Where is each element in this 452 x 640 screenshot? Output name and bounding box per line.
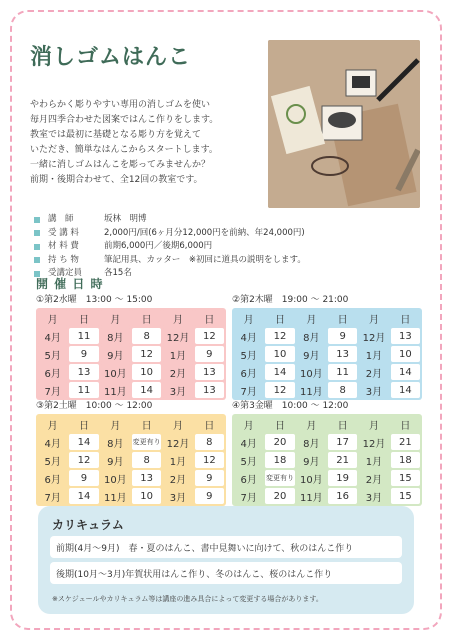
info-row-fee xyxy=(34,227,306,241)
schedule-month-cell: 3月 xyxy=(163,382,192,398)
schedule-month-cell: 8月 xyxy=(297,328,326,344)
schedule-month-cell: 8月 xyxy=(101,434,130,450)
schedule-day-cell: 15 xyxy=(391,470,420,486)
schedule-day-cell: 12 xyxy=(265,328,294,344)
schedule-day-cell: 12 xyxy=(265,382,294,398)
schedule-month-cell: 9月 xyxy=(297,346,326,362)
info-value: 前期6,000円／後期6,000円 xyxy=(104,241,213,251)
schedule-month-cell: 2月 xyxy=(359,364,388,380)
schedule-month-cell: 2月 xyxy=(359,470,388,486)
schedule-heading: 開 催 日 時 xyxy=(36,277,104,291)
schedule-day-cell: 16 xyxy=(328,488,357,504)
schedule-month-cell: 1月 xyxy=(359,452,388,468)
intro-line: 教室では最初に基礎となる彫り方を覚えて xyxy=(30,130,202,140)
schedule-month-cell: 4月 xyxy=(234,434,263,450)
info-label: 材 料 費 xyxy=(48,241,79,251)
schedule-month-cell: 3月 xyxy=(163,488,192,504)
schedule-day-cell: 9 xyxy=(69,346,98,362)
schedule-month-cell: 6月 xyxy=(234,470,263,486)
schedule-month-cell: 4月 xyxy=(38,328,67,344)
schedule-day-cell: 11 xyxy=(69,328,98,344)
bullet-square-icon xyxy=(34,257,40,263)
schedule-day-cell: 13 xyxy=(328,346,357,362)
schedule-month-cell: 10月 xyxy=(101,470,130,486)
intro-text xyxy=(30,98,266,188)
schedule-month-cell: 2月 xyxy=(163,470,192,486)
schedule-month-cell: 10月 xyxy=(101,364,130,380)
schedule-day-cell: 変更有り xyxy=(132,434,161,450)
schedule-day-cell: 11 xyxy=(328,364,357,380)
schedule-header-cell: 月 xyxy=(359,310,388,326)
schedule-day-cell: 13 xyxy=(195,382,224,398)
schedule-month-cell: 11月 xyxy=(297,488,326,504)
schedule-day-cell: 14 xyxy=(132,382,161,398)
schedule-day-cell: 12 xyxy=(132,346,161,362)
info-row-items xyxy=(34,254,306,268)
schedule-month-cell: 3月 xyxy=(359,382,388,398)
schedule-header-cell: 月 xyxy=(163,310,192,326)
intro-line: 前期・後期合わせて、全12回の教室です。 xyxy=(30,175,203,185)
intro-line: 一緒に消しゴムはんこを彫ってみませんか？ xyxy=(30,160,211,170)
schedule-day-cell: 21 xyxy=(328,452,357,468)
schedule-title: ④第3金曜 10:00 ～ 12:00 xyxy=(232,401,349,411)
schedule-header-cell: 月 xyxy=(163,416,192,432)
schedule-header-cell: 日 xyxy=(132,416,161,432)
info-label: 持 ち 物 xyxy=(48,254,79,265)
schedule-header-cell: 月 xyxy=(359,416,388,432)
schedule-month-cell: 5月 xyxy=(38,346,67,362)
schedule-month-cell: 8月 xyxy=(101,328,130,344)
schedule-header-cell: 日 xyxy=(391,416,420,432)
schedule-saturday xyxy=(36,398,226,506)
curriculum-early: 前期(4月～9月) 春・夏のはんこ、書中見舞いに向けて、秋のはんこ作り xyxy=(50,536,402,558)
schedule-header-cell: 月 xyxy=(101,310,130,326)
schedule-friday xyxy=(232,398,422,506)
schedule-month-cell: 1月 xyxy=(163,346,192,362)
schedule-header-cell: 日 xyxy=(328,416,357,432)
schedule-header-cell: 日 xyxy=(195,416,224,432)
schedule-day-cell: 10 xyxy=(265,346,294,362)
schedule-month-cell: 1月 xyxy=(163,452,192,468)
schedule-month-cell: 1月 xyxy=(359,346,388,362)
schedule-month-cell: 9月 xyxy=(297,452,326,468)
schedule-month-cell: 6月 xyxy=(38,470,67,486)
schedule-day-cell: 12 xyxy=(195,328,224,344)
schedule-header-cell: 日 xyxy=(391,310,420,326)
schedule-day-cell: 14 xyxy=(391,382,420,398)
bullet-square-icon xyxy=(34,244,40,250)
info-value: 2,000円/回(6ヶ月分12,000円を前納、年24,000円) xyxy=(104,227,305,238)
schedule-grid xyxy=(36,308,226,400)
curriculum-note: ※スケジュールやカリキュラム等は講座の進み具合によって変更する場合があります。 xyxy=(52,595,323,603)
schedule-title: ②第2木曜 19:00 ～ 21:00 xyxy=(232,295,349,305)
info-label: 受 講 料 xyxy=(48,227,79,238)
schedule-title: ①第2水曜 13:00 ～ 15:00 xyxy=(36,295,153,305)
schedule-month-cell: 4月 xyxy=(38,434,67,450)
schedule-header-cell: 月 xyxy=(234,310,263,326)
schedule-day-cell: 13 xyxy=(391,328,420,344)
schedule-day-cell: 19 xyxy=(328,470,357,486)
schedule-month-cell: 11月 xyxy=(101,488,130,504)
schedule-grid xyxy=(232,414,422,506)
info-value: 筆記用具、カッター ※初回に道具の説明をします。 xyxy=(104,254,306,265)
schedule-header-cell: 日 xyxy=(69,416,98,432)
schedule-day-cell: 10 xyxy=(132,488,161,504)
schedule-day-cell: 12 xyxy=(69,452,98,468)
info-value: 坂林 明博 xyxy=(104,214,147,224)
schedule-month-cell: 6月 xyxy=(234,364,263,380)
info-value: 各15名 xyxy=(104,268,132,278)
schedule-month-cell: 12月 xyxy=(163,434,192,450)
curriculum-box xyxy=(38,506,414,614)
schedule-month-cell: 12月 xyxy=(359,434,388,450)
schedule-month-cell: 5月 xyxy=(234,346,263,362)
schedule-day-cell: 18 xyxy=(265,452,294,468)
schedule-month-cell: 6月 xyxy=(38,364,67,380)
schedule-day-cell: 14 xyxy=(391,364,420,380)
schedule-grid xyxy=(36,414,226,506)
schedule-day-cell: 13 xyxy=(69,364,98,380)
page-title: 消しゴムはんこ xyxy=(30,45,192,70)
schedule-header-cell: 月 xyxy=(38,310,67,326)
stamp-photo xyxy=(268,40,420,208)
schedule-month-cell: 11月 xyxy=(297,382,326,398)
schedule-month-cell: 8月 xyxy=(297,434,326,450)
schedule-day-cell: 8 xyxy=(132,452,161,468)
schedule-day-cell: 13 xyxy=(132,470,161,486)
schedule-header-cell: 月 xyxy=(234,416,263,432)
schedule-month-cell: 7月 xyxy=(38,382,67,398)
schedule-month-cell: 11月 xyxy=(101,382,130,398)
schedule-day-cell: 9 xyxy=(195,346,224,362)
schedule-day-cell: 8 xyxy=(195,434,224,450)
schedule-day-cell: 11 xyxy=(69,382,98,398)
curriculum-late: 後期(10月～3月)年賀状用はんこ作り、冬のはんこ、桜のはんこ作り xyxy=(50,562,402,584)
schedule-day-cell: 10 xyxy=(391,346,420,362)
schedule-wednesday xyxy=(36,292,226,400)
schedule-day-cell: 14 xyxy=(265,364,294,380)
schedule-day-cell: 9 xyxy=(69,470,98,486)
course-info xyxy=(34,213,306,281)
schedule-day-cell: 14 xyxy=(69,488,98,504)
schedule-month-cell: 10月 xyxy=(297,470,326,486)
intro-line: いただき、簡単なはんこからスタートします。 xyxy=(30,145,218,155)
schedule-day-cell: 変更有り xyxy=(265,470,294,486)
schedule-month-cell: 4月 xyxy=(234,328,263,344)
schedule-day-cell: 9 xyxy=(195,488,224,504)
schedule-month-cell: 7月 xyxy=(234,382,263,398)
info-row-teacher xyxy=(34,213,306,227)
schedule-day-cell: 15 xyxy=(391,488,420,504)
schedule-month-cell: 7月 xyxy=(38,488,67,504)
schedule-day-cell: 8 xyxy=(132,328,161,344)
info-label: 講 師 xyxy=(48,214,74,224)
schedule-day-cell: 18 xyxy=(391,452,420,468)
schedule-day-cell: 14 xyxy=(69,434,98,450)
schedule-month-cell: 2月 xyxy=(163,364,192,380)
schedule-header-cell: 日 xyxy=(132,310,161,326)
schedule-title: ③第2土曜 10:00 ～ 12:00 xyxy=(36,401,153,411)
curriculum-title: カリキュラム xyxy=(52,518,124,532)
schedule-month-cell: 5月 xyxy=(234,452,263,468)
schedule-day-cell: 21 xyxy=(391,434,420,450)
schedule-day-cell: 9 xyxy=(328,328,357,344)
schedule-month-cell: 3月 xyxy=(359,488,388,504)
schedule-header-cell: 月 xyxy=(297,310,326,326)
schedule-thursday xyxy=(232,292,422,400)
schedule-month-cell: 9月 xyxy=(101,452,130,468)
info-row-material xyxy=(34,240,306,254)
schedule-month-cell: 9月 xyxy=(101,346,130,362)
schedule-day-cell: 17 xyxy=(328,434,357,450)
schedule-header-cell: 月 xyxy=(297,416,326,432)
bullet-square-icon xyxy=(34,230,40,236)
schedule-day-cell: 20 xyxy=(265,434,294,450)
schedule-day-cell: 8 xyxy=(328,382,357,398)
schedule-day-cell: 13 xyxy=(195,364,224,380)
schedule-header-cell: 月 xyxy=(101,416,130,432)
schedule-header-cell: 日 xyxy=(69,310,98,326)
schedule-day-cell: 12 xyxy=(195,452,224,468)
schedule-header-cell: 日 xyxy=(265,416,294,432)
schedule-month-cell: 12月 xyxy=(163,328,192,344)
schedule-month-cell: 7月 xyxy=(234,488,263,504)
schedule-header-cell: 日 xyxy=(328,310,357,326)
schedule-header-cell: 月 xyxy=(38,416,67,432)
bullet-square-icon xyxy=(34,217,40,223)
schedule-month-cell: 12月 xyxy=(359,328,388,344)
schedule-header-cell: 日 xyxy=(195,310,224,326)
schedule-day-cell: 20 xyxy=(265,488,294,504)
schedule-month-cell: 10月 xyxy=(297,364,326,380)
intro-line: 毎月四季合わせた図案ではんこ作りをします。 xyxy=(30,115,219,125)
schedule-grid xyxy=(232,308,422,400)
intro-line: やわらかく彫りやすい専用の消しゴムを使い xyxy=(30,100,211,110)
schedule-day-cell: 10 xyxy=(132,364,161,380)
schedule-header-cell: 日 xyxy=(265,310,294,326)
info-label: 受講定員 xyxy=(48,268,83,278)
schedule-month-cell: 5月 xyxy=(38,452,67,468)
schedule-day-cell: 9 xyxy=(195,470,224,486)
